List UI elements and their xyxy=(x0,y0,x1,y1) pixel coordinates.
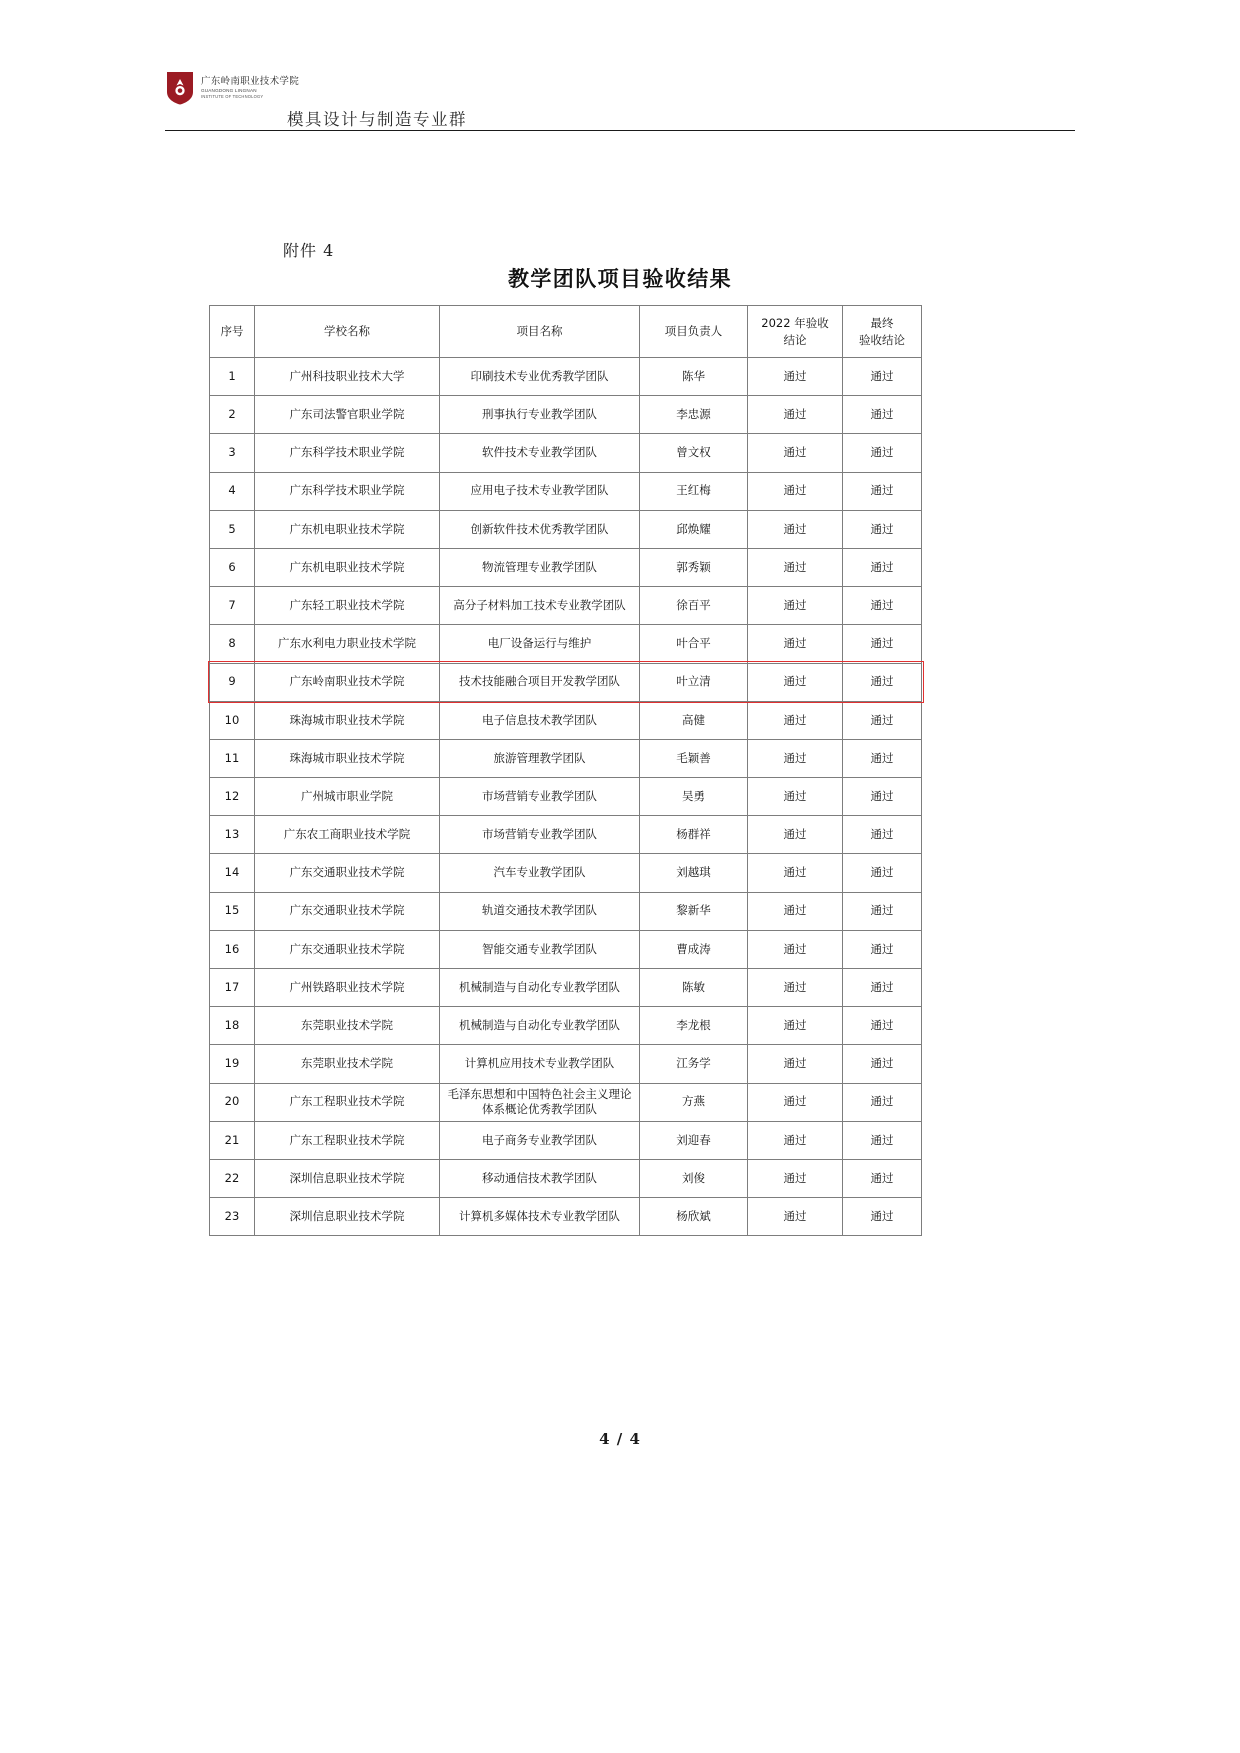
page-header xyxy=(165,70,1075,132)
logo-en-name-line1: GUANGDONG LINGNAN xyxy=(201,87,257,93)
cell-num: 8 xyxy=(210,625,255,663)
institution-logo xyxy=(165,70,299,106)
cell-2022-conclusion: 通过 xyxy=(748,587,843,625)
table-row xyxy=(210,1159,922,1197)
cell-project: 轨道交通技术教学团队 xyxy=(440,892,640,930)
cell-num: 10 xyxy=(210,701,255,739)
logo-cn-name: 广东岭南职业技术学院 xyxy=(201,75,300,87)
cell-project: 电厂设备运行与维护 xyxy=(440,625,640,663)
cell-school: 广东机电职业技术学院 xyxy=(255,510,440,548)
cell-leader: 毛颖善 xyxy=(640,739,748,777)
table-row xyxy=(210,701,922,739)
cell-project: 计算机应用技术专业教学团队 xyxy=(440,1045,640,1083)
cell-school: 广东水利电力职业技术学院 xyxy=(255,625,440,663)
cell-num: 4 xyxy=(210,472,255,510)
cell-final-conclusion: 通过 xyxy=(843,1159,922,1197)
cell-school: 广州铁路职业技术学院 xyxy=(255,969,440,1007)
cell-num: 1 xyxy=(210,358,255,396)
table-row xyxy=(210,625,922,663)
table-row xyxy=(210,663,922,701)
table-header-row xyxy=(210,306,922,358)
column-header-final-line2: 验收结论 xyxy=(859,332,905,347)
column-header-final-line1: 最终 xyxy=(870,315,894,330)
cell-project: 刑事执行专业教学团队 xyxy=(440,396,640,434)
cell-2022-conclusion: 通过 xyxy=(748,778,843,816)
cell-2022-conclusion: 通过 xyxy=(748,548,843,586)
cell-num: 18 xyxy=(210,1007,255,1045)
cell-num: 14 xyxy=(210,854,255,892)
cell-leader: 叶合平 xyxy=(640,625,748,663)
table-row xyxy=(210,434,922,472)
cell-num: 22 xyxy=(210,1159,255,1197)
cell-final-conclusion: 通过 xyxy=(843,1045,922,1083)
table-row xyxy=(210,854,922,892)
table-row xyxy=(210,930,922,968)
cell-project: 创新软件技术优秀教学团队 xyxy=(440,510,640,548)
cell-project: 汽车专业教学团队 xyxy=(440,854,640,892)
table-row xyxy=(210,1007,922,1045)
cell-project: 机械制造与自动化专业教学团队 xyxy=(440,969,640,1007)
cell-project: 物流管理专业教学团队 xyxy=(440,548,640,586)
cell-school: 东莞职业技术学院 xyxy=(255,1007,440,1045)
table-body xyxy=(210,358,922,1236)
cell-num: 5 xyxy=(210,510,255,548)
cell-project: 毛泽东思想和中国特色社会主义理论体系概论优秀教学团队 xyxy=(440,1083,640,1121)
cell-final-conclusion: 通过 xyxy=(843,892,922,930)
cell-2022-conclusion: 通过 xyxy=(748,625,843,663)
cell-leader: 刘俊 xyxy=(640,1159,748,1197)
table-row xyxy=(210,1083,922,1121)
cell-2022-conclusion: 通过 xyxy=(748,434,843,472)
cell-num: 20 xyxy=(210,1083,255,1121)
cell-2022-conclusion: 通过 xyxy=(748,1121,843,1159)
cell-num: 13 xyxy=(210,816,255,854)
cell-school: 广东交通职业技术学院 xyxy=(255,930,440,968)
cell-num: 16 xyxy=(210,930,255,968)
cell-2022-conclusion: 通过 xyxy=(748,1083,843,1121)
cell-2022-conclusion: 通过 xyxy=(748,1007,843,1045)
column-header-2022-conclusion xyxy=(748,306,843,358)
cell-final-conclusion: 通过 xyxy=(843,472,922,510)
column-header-2022-line1: 2022 年验收 xyxy=(761,315,829,330)
cell-final-conclusion: 通过 xyxy=(843,778,922,816)
cell-num: 11 xyxy=(210,739,255,777)
cell-final-conclusion: 通过 xyxy=(843,854,922,892)
cell-school: 广东工程职业技术学院 xyxy=(255,1121,440,1159)
table-row xyxy=(210,472,922,510)
cell-2022-conclusion: 通过 xyxy=(748,510,843,548)
table-row xyxy=(210,1045,922,1083)
cell-num: 2 xyxy=(210,396,255,434)
cell-project: 电子信息技术教学团队 xyxy=(440,701,640,739)
cell-leader: 刘迎春 xyxy=(640,1121,748,1159)
table-row xyxy=(210,548,922,586)
cell-leader: 郭秀颖 xyxy=(640,548,748,586)
cell-project: 智能交通专业教学团队 xyxy=(440,930,640,968)
cell-num: 23 xyxy=(210,1198,255,1236)
table-header xyxy=(210,306,922,358)
cell-project: 市场营销专业教学团队 xyxy=(440,778,640,816)
cell-school: 广东工程职业技术学院 xyxy=(255,1083,440,1121)
cell-final-conclusion: 通过 xyxy=(843,1083,922,1121)
table-row xyxy=(210,739,922,777)
cell-school: 珠海城市职业技术学院 xyxy=(255,739,440,777)
page-title: 教学团队项目验收结果 xyxy=(508,266,732,291)
cell-school: 深圳信息职业技术学院 xyxy=(255,1198,440,1236)
attachment-label: 附件 4 xyxy=(283,241,335,260)
cell-2022-conclusion: 通过 xyxy=(748,358,843,396)
column-header-school: 学校名称 xyxy=(255,306,440,358)
cell-final-conclusion: 通过 xyxy=(843,1198,922,1236)
column-header-2022-line2: 结论 xyxy=(783,332,807,347)
cell-final-conclusion: 通过 xyxy=(843,816,922,854)
cell-project: 技术技能融合项目开发教学团队 xyxy=(440,663,640,701)
cell-num: 9 xyxy=(210,663,255,701)
cell-leader: 叶立清 xyxy=(640,663,748,701)
results-table-container xyxy=(209,305,905,1236)
column-header-num: 序号 xyxy=(210,306,255,358)
cell-num: 19 xyxy=(210,1045,255,1083)
cell-school: 广州城市职业学院 xyxy=(255,778,440,816)
cell-school: 广东交通职业技术学院 xyxy=(255,854,440,892)
table-row xyxy=(210,358,922,396)
cell-2022-conclusion: 通过 xyxy=(748,396,843,434)
cell-2022-conclusion: 通过 xyxy=(748,930,843,968)
header-divider xyxy=(165,130,1075,131)
cell-school: 广东科学技术职业学院 xyxy=(255,472,440,510)
cell-project: 机械制造与自动化专业教学团队 xyxy=(440,1007,640,1045)
cell-leader: 曹成涛 xyxy=(640,930,748,968)
cell-project: 应用电子技术专业教学团队 xyxy=(440,472,640,510)
cell-school: 广东农工商职业技术学院 xyxy=(255,816,440,854)
cell-leader: 王红梅 xyxy=(640,472,748,510)
cell-num: 7 xyxy=(210,587,255,625)
cell-final-conclusion: 通过 xyxy=(843,1007,922,1045)
cell-school: 广东轻工职业技术学院 xyxy=(255,587,440,625)
cell-school: 广东岭南职业技术学院 xyxy=(255,663,440,701)
cell-2022-conclusion: 通过 xyxy=(748,472,843,510)
cell-school: 广东交通职业技术学院 xyxy=(255,892,440,930)
cell-leader: 陈华 xyxy=(640,358,748,396)
cell-final-conclusion: 通过 xyxy=(843,434,922,472)
table-row xyxy=(210,778,922,816)
cell-final-conclusion: 通过 xyxy=(843,663,922,701)
cell-2022-conclusion: 通过 xyxy=(748,1159,843,1197)
cell-project: 高分子材料加工技术专业教学团队 xyxy=(440,587,640,625)
cell-final-conclusion: 通过 xyxy=(843,739,922,777)
cell-num: 21 xyxy=(210,1121,255,1159)
cell-leader: 黎新华 xyxy=(640,892,748,930)
cell-2022-conclusion: 通过 xyxy=(748,1198,843,1236)
cell-2022-conclusion: 通过 xyxy=(748,739,843,777)
cell-project: 移动通信技术教学团队 xyxy=(440,1159,640,1197)
table-row xyxy=(210,1121,922,1159)
cell-final-conclusion: 通过 xyxy=(843,587,922,625)
cell-2022-conclusion: 通过 xyxy=(748,663,843,701)
cell-final-conclusion: 通过 xyxy=(843,396,922,434)
cell-num: 3 xyxy=(210,434,255,472)
cell-final-conclusion: 通过 xyxy=(843,510,922,548)
cell-leader: 李龙根 xyxy=(640,1007,748,1045)
cell-num: 15 xyxy=(210,892,255,930)
cell-final-conclusion: 通过 xyxy=(843,701,922,739)
cell-project: 旅游管理教学团队 xyxy=(440,739,640,777)
cell-school: 广州科技职业技术大学 xyxy=(255,358,440,396)
column-header-final-conclusion xyxy=(843,306,922,358)
cell-leader: 方燕 xyxy=(640,1083,748,1121)
cell-leader: 刘越琪 xyxy=(640,854,748,892)
cell-project: 市场营销专业教学团队 xyxy=(440,816,640,854)
cell-leader: 李忠源 xyxy=(640,396,748,434)
cell-final-conclusion: 通过 xyxy=(843,969,922,1007)
cell-leader: 吴勇 xyxy=(640,778,748,816)
cell-final-conclusion: 通过 xyxy=(843,930,922,968)
cell-leader: 江务学 xyxy=(640,1045,748,1083)
cell-2022-conclusion: 通过 xyxy=(748,1045,843,1083)
page-footer: 4 / 4 xyxy=(599,1430,641,1448)
cell-final-conclusion: 通过 xyxy=(843,358,922,396)
cell-leader: 陈敏 xyxy=(640,969,748,1007)
cell-school: 深圳信息职业技术学院 xyxy=(255,1159,440,1197)
cell-school: 广东科学技术职业学院 xyxy=(255,434,440,472)
cell-school: 珠海城市职业技术学院 xyxy=(255,701,440,739)
column-header-project: 项目名称 xyxy=(440,306,640,358)
table-row xyxy=(210,1198,922,1236)
cell-2022-conclusion: 通过 xyxy=(748,854,843,892)
table-row xyxy=(210,816,922,854)
shield-logo-icon xyxy=(165,70,195,106)
cell-2022-conclusion: 通过 xyxy=(748,816,843,854)
logo-text-block xyxy=(201,77,299,99)
cell-num: 6 xyxy=(210,548,255,586)
table-row xyxy=(210,510,922,548)
cell-leader: 杨群祥 xyxy=(640,816,748,854)
cell-school: 东莞职业技术学院 xyxy=(255,1045,440,1083)
cell-final-conclusion: 通过 xyxy=(843,548,922,586)
table-row xyxy=(210,892,922,930)
header-title: 模具设计与制造专业群 xyxy=(287,110,467,129)
cell-leader: 邱焕耀 xyxy=(640,510,748,548)
cell-leader: 高健 xyxy=(640,701,748,739)
cell-leader: 曾文权 xyxy=(640,434,748,472)
column-header-leader: 项目负责人 xyxy=(640,306,748,358)
cell-project: 电子商务专业教学团队 xyxy=(440,1121,640,1159)
cell-project: 软件技术专业教学团队 xyxy=(440,434,640,472)
cell-2022-conclusion: 通过 xyxy=(748,892,843,930)
cell-leader: 杨欣斌 xyxy=(640,1198,748,1236)
cell-2022-conclusion: 通过 xyxy=(748,969,843,1007)
cell-leader: 徐百平 xyxy=(640,587,748,625)
table-row xyxy=(210,587,922,625)
cell-school: 广东司法警官职业学院 xyxy=(255,396,440,434)
results-table xyxy=(209,305,922,1236)
cell-2022-conclusion: 通过 xyxy=(748,701,843,739)
cell-project: 计算机多媒体技术专业教学团队 xyxy=(440,1198,640,1236)
cell-school: 广东机电职业技术学院 xyxy=(255,548,440,586)
table-row xyxy=(210,969,922,1007)
cell-final-conclusion: 通过 xyxy=(843,1121,922,1159)
cell-final-conclusion: 通过 xyxy=(843,625,922,663)
cell-num: 12 xyxy=(210,778,255,816)
cell-project: 印刷技术专业优秀教学团队 xyxy=(440,358,640,396)
table-row xyxy=(210,396,922,434)
cell-num: 17 xyxy=(210,969,255,1007)
logo-en-name-line2: INSTITUTE OF TECHNOLOGY xyxy=(201,93,264,99)
